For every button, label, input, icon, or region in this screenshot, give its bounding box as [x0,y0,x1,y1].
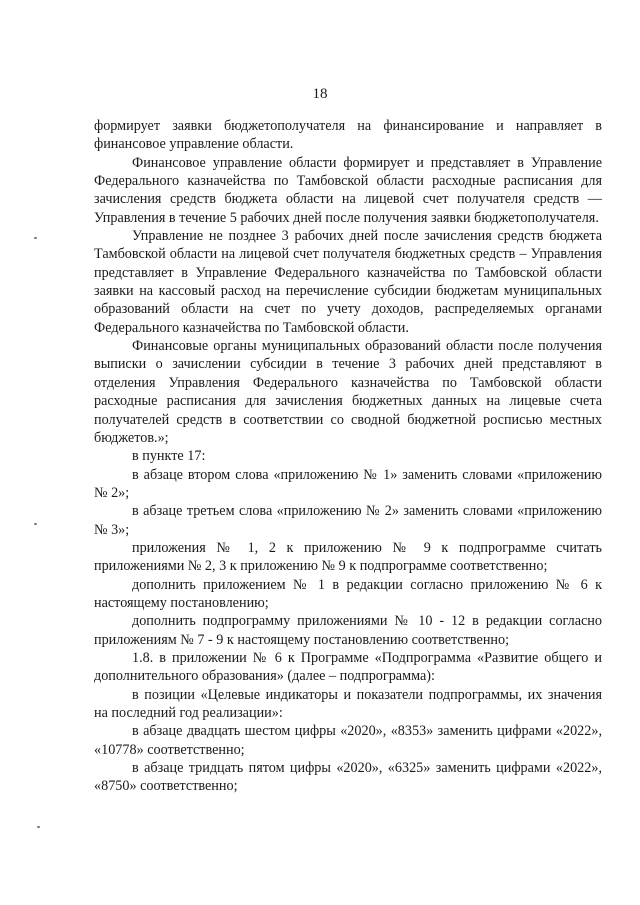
paragraph: Финансовое управление области формирует и представляет в Управление Федерального казначейства по Тамбовской области расходные расписания для зачисления средств бюджета области на лицевой счет получателя средств — Управления в течение 5 рабочих дней после получения заявки бюджетополучателя. [94,154,602,226]
paragraph: в позиции «Целевые индикаторы и показатели подпрограммы, их значения на последний год реализации»: [94,686,602,721]
paragraph: дополнить приложением № 1 в редакции согласно приложению № 6 к настоящему постановлению; [94,576,602,611]
scan-speck [34,523,37,525]
scan-speck [34,237,37,239]
paragraph: в абзаце тридцать пятом цифры «2020», «6325» заменить цифрами «2022», «8750» соответственно; [94,760,602,795]
paragraph: 1.8. в приложении № 6 к Программе «Подпрограмма «Развитие общего и дополнительного образования» (далее – подпрограмма): [94,649,602,685]
paragraph: приложения № 1, 2 к приложению № 9 к подпрограмме считать приложениями № 2, 3 к приложению № 9 к подпрограмме соответственно; [94,539,602,575]
paragraph: в абзаце третьем слова «приложению № 2» заменить словами «приложению № 3»; [94,503,602,538]
paragraph: Финансовые органы муниципальных образований области после получения выписки о зачислении субсидии в течение 3 рабочих дней представляют в отделения Управления Федерального казначейства по Тамбовской области расходные расписания для зачисления бюджетных данных на лицевые счета получателей средств в соответствии со сводной бюджетной росписью местных бюджетов.»; [94,338,602,446]
paragraph: в абзаце двадцать шестом цифры «2020», «8353» заменить цифрами «2022», «10778» соответственно; [94,723,602,758]
paragraph: формирует заявки бюджетополучателя на финансирование и направляет в финансовое управление области. [94,118,602,153]
paragraph: в пункте 17: [132,448,206,465]
paragraph: Управление не позднее 3 рабочих дней после зачисления средств бюджета Тамбовской области на лицевой счет получателя бюджетных средств – Управления представляет в Управление Федерального казначейства по Тамбовской области заявки на кассовый расход на перечисление субсидии бюджетам муниципальных образований области на счет по учету доходов, распределяемых органами Федерального казначейства по Тамбовской области. [94,228,602,336]
scan-speck [37,826,40,828]
paragraph: в абзаце втором слова «приложению № 1» заменить словами «приложению № 2»; [94,466,602,501]
document-body [94,117,602,796]
page-number: 18 [312,86,328,102]
paragraph: дополнить подпрограмму приложениями № 10 - 12 в редакции согласно приложениям № 7 - 9 к настоящему постановлению соответственно; [94,613,602,648]
